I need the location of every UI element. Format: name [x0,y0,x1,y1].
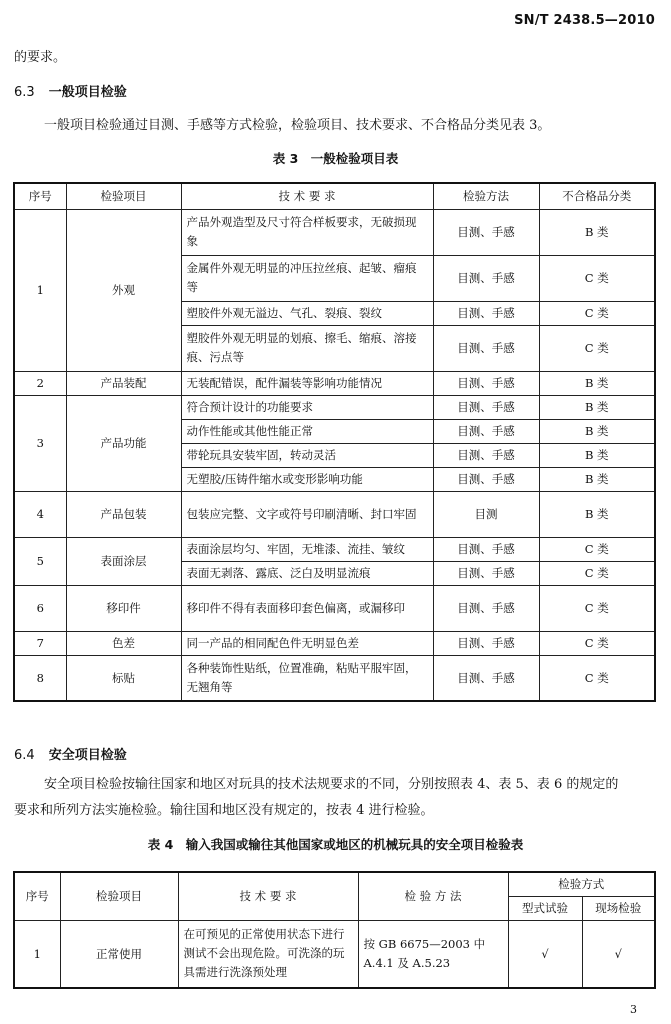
row-classification: C 类 [539,655,655,701]
row-field-test: √ [582,920,655,988]
row-number: 5 [14,537,66,585]
row-requirement: 符合预计设计的功能要求 [181,395,433,419]
row-classification: C 类 [539,537,655,561]
section-6-4-heading [14,747,127,765]
row-classification: C 类 [539,585,655,631]
row-requirement: 塑胶件外观无明显的划痕、擦毛、缩痕、溶接痕、污点等 [181,325,433,371]
table-row [14,655,655,701]
col-header-method: 检 验 方 法 [358,872,508,920]
col-header-no: 序号 [14,183,66,209]
table-3-title: 表 3 一般检验项目表 [272,151,399,166]
table-row [14,537,655,561]
row-number: 3 [14,395,66,491]
row-classification: C 类 [539,301,655,325]
col-header-item: 检验项目 [66,183,181,209]
row-number: 1 [14,209,66,371]
row-method: 目测、手感 [433,561,539,585]
section-number: 6.3 [14,85,35,100]
row-classification: B 类 [539,443,655,467]
row-method: 目测、手感 [433,537,539,561]
row-number: 6 [14,585,66,631]
table-row [14,920,655,988]
row-requirement: 包装应完整、文字或符号印刷清晰、封口牢固 [181,491,433,537]
row-classification: B 类 [539,395,655,419]
row-method: 目测、手感 [433,209,539,255]
section-number: 6.4 [14,748,35,763]
page-number: 3 [630,1003,637,1016]
col-header-type-test: 型式试验 [508,896,582,920]
col-header-no: 序号 [14,872,60,920]
table-3 [13,182,656,702]
row-method: 按 GB 6675—2003 中 A.4.1 及 A.5.23 [358,920,508,988]
row-requirement: 各种装饰性贴纸，位置准确，粘贴平服牢固，无翘角等 [181,655,433,701]
row-method: 目测 [433,491,539,537]
row-requirement: 在可预见的正常使用状态下进行测试不会出现危险。可洗涤的玩具需进行洗涤预处理 [178,920,358,988]
row-item: 标贴 [66,655,181,701]
row-item: 色差 [66,631,181,655]
row-classification: C 类 [539,631,655,655]
row-number: 1 [14,920,60,988]
row-requirement: 金属件外观无明显的冲压拉丝痕、起皱、瘤痕等 [181,255,433,301]
row-classification: C 类 [539,255,655,301]
row-method: 目测、手感 [433,371,539,395]
row-classification: B 类 [539,209,655,255]
table-row [14,395,655,419]
row-item: 外观 [66,209,181,371]
row-requirement: 表面涂层均匀、牢固，无堆漆、流挂、皱纹 [181,537,433,561]
col-header-item: 检验项目 [60,872,178,920]
table-4 [13,871,656,989]
col-header-inspection-mode: 检验方式 [508,872,655,896]
col-header-classification: 不合格品分类 [539,183,655,209]
row-method: 目测、手感 [433,585,539,631]
row-method: 目测、手感 [433,467,539,491]
row-item: 产品功能 [66,395,181,491]
row-number: 4 [14,491,66,537]
section-title: 安全项目检验 [48,748,127,763]
row-item: 移印件 [66,585,181,631]
row-item: 表面涂层 [66,537,181,585]
table-row [14,585,655,631]
row-number: 7 [14,631,66,655]
section-6-4-paragraph-line2: 要求和所列方法实施检验。输往国和地区没有规定的，按表 4 进行检验。 [14,803,434,818]
row-classification: C 类 [539,325,655,371]
row-method: 目测、手感 [433,443,539,467]
row-method: 目测、手感 [433,395,539,419]
table-row [14,631,655,655]
row-requirement: 移印件不得有表面移印套色偏离，或漏移印 [181,585,433,631]
section-title: 一般项目检验 [48,85,127,100]
row-method: 目测、手感 [433,419,539,443]
row-requirement: 表面无剥落、露底、泛白及明显流痕 [181,561,433,585]
row-method: 目测、手感 [433,301,539,325]
row-number: 8 [14,655,66,701]
col-header-requirement: 技 术 要 求 [181,183,433,209]
row-classification: B 类 [539,467,655,491]
row-classification: B 类 [539,491,655,537]
row-method: 目测、手感 [433,655,539,701]
row-requirement: 带轮玩具安装牢固，转动灵活 [181,443,433,467]
row-number: 2 [14,371,66,395]
col-header-requirement: 技 术 要 求 [178,872,358,920]
col-header-field-test: 现场检验 [582,896,655,920]
row-item: 正常使用 [60,920,178,988]
row-requirement: 同一产品的相同配色件无明显色差 [181,631,433,655]
col-header-method: 检验方法 [433,183,539,209]
table-row [14,209,655,255]
row-method: 目测、手感 [433,255,539,301]
section-6-3-heading [14,84,127,102]
row-item: 产品装配 [66,371,181,395]
row-requirement: 动作性能或其他性能正常 [181,419,433,443]
row-classification: C 类 [539,561,655,585]
row-method: 目测、手感 [433,631,539,655]
continued-text: 的要求。 [14,50,67,65]
document-id: SN/T 2438.5—2010 [514,13,655,28]
section-6-3-paragraph: 一般项目检验通过目测、手感等方式检验，检验项目、技术要求、不合格品分类见表 3。 [44,118,551,133]
row-requirement: 无装配错误，配件漏装等影响功能情况 [181,371,433,395]
row-item: 产品包装 [66,491,181,537]
table-4-title: 表 4 输入我国或输往其他国家或地区的机械玩具的安全项目检验表 [147,837,524,852]
row-requirement: 无塑胶/压铸件缩水或变形影响功能 [181,467,433,491]
section-6-4-paragraph-line1: 安全项目检验按输往国家和地区对玩具的技术法规要求的不同，分别按照表 4、表 5、表 6 的规定的 [44,777,619,792]
row-requirement: 产品外观造型及尺寸符合样板要求，无破损现象 [181,209,433,255]
table-row [14,491,655,537]
row-classification: B 类 [539,419,655,443]
table-row [14,371,655,395]
row-method: 目测、手感 [433,325,539,371]
row-type-test: √ [508,920,582,988]
row-classification: B 类 [539,371,655,395]
row-requirement: 塑胶件外观无溢边、气孔、裂痕、裂纹 [181,301,433,325]
